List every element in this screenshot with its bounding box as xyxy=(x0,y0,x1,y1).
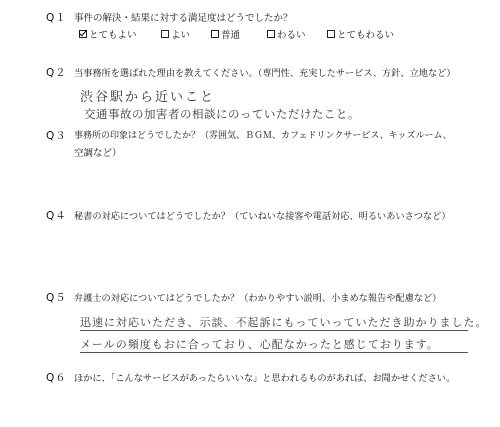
question-number: Q１ xyxy=(46,12,67,24)
option-average[interactable] xyxy=(211,27,240,41)
handwritten-answer-line: 迅速に対応いただき、示談、不起訴にもっていっていただき助かりました。 xyxy=(80,316,488,329)
question-text: 当事務所を選ばれた理由を教えてください。（専門性、充実したサービス、方針、立地など） xyxy=(74,68,456,79)
option-label: 普通 xyxy=(221,30,241,41)
question-number: Q２ xyxy=(46,67,67,79)
question-text: 弁護士の対応についてはどうでしたか？（わかりやすい説明、小まめな報告や配慮など） xyxy=(74,293,442,304)
answer-underline xyxy=(80,330,468,331)
handwritten-answer-line: メールの頻度もおに合っており、心配なかったと感じております。 xyxy=(80,338,439,351)
checkbox-icon[interactable] xyxy=(267,30,275,38)
option-good[interactable] xyxy=(161,27,190,41)
question-number: Q５ xyxy=(46,292,67,304)
answer-underline xyxy=(80,352,468,353)
option-label: とてもわるい xyxy=(337,30,395,41)
option-bad[interactable] xyxy=(267,27,306,41)
question-text: 事件の解決・結果に対する満足度はどうでしたか？ xyxy=(74,13,293,24)
option-label: とてもよい xyxy=(89,30,137,41)
question-number: Q６ xyxy=(46,372,67,384)
question-text: 秘書の対応についてはどうでしたか？（ていねいな接客や電話対応、明るいあいさつなど） xyxy=(74,211,451,222)
question-number: Q４ xyxy=(46,210,67,222)
question-text: ほかに、「こんなサービスがあったらいいな」と思われるものがあれば、お聞かせください。 xyxy=(74,373,456,384)
handwritten-answer-line: 渋谷駅から近いこと xyxy=(80,90,216,105)
option-very-good[interactable] xyxy=(79,27,137,41)
checkbox-icon[interactable] xyxy=(211,30,219,38)
checkbox-checked-icon[interactable] xyxy=(79,30,87,38)
option-label: よい xyxy=(171,30,191,41)
checkbox-icon[interactable] xyxy=(161,30,169,38)
question-text: 事務所の印象はどうでしたか？（雰囲気、ＢＧＭ、カフェドリンクサービス、キッズルーム、 xyxy=(74,131,452,141)
checkbox-icon[interactable] xyxy=(327,30,335,38)
question-text-continued: 空調など） xyxy=(74,148,122,159)
option-label: わるい xyxy=(277,30,306,41)
handwritten-answer-line: 交通事故の加害者の相談にのっていただけたこと。 xyxy=(84,107,360,121)
option-very-bad[interactable] xyxy=(327,27,394,41)
question-number: Q３ xyxy=(46,130,67,142)
